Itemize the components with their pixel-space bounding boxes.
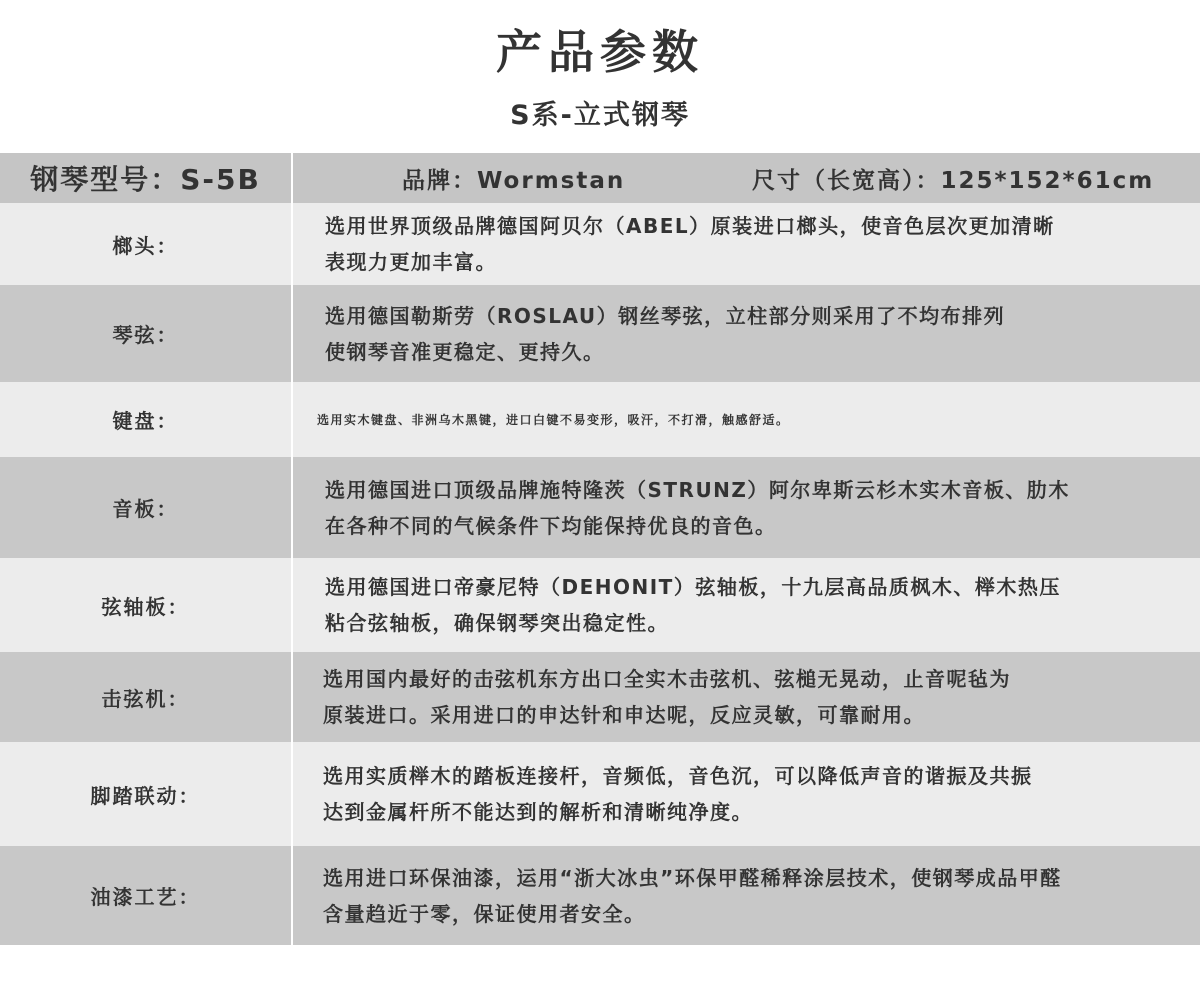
spec-line: 达到金属杆所不能达到的解析和清晰纯净度。: [323, 800, 753, 824]
spec-label: 油漆工艺：: [0, 846, 293, 945]
spec-line: 含量趋近于零，保证使用者安全。: [323, 901, 646, 926]
spec-description: [293, 203, 1200, 285]
spec-label: 琴弦：: [0, 285, 293, 382]
spec-label: 脚踏联动：: [0, 742, 293, 846]
spec-table: [0, 153, 1200, 945]
piano-brand: 品牌：Wormstan: [402, 167, 626, 194]
spec-description: [293, 382, 1200, 457]
spec-description: [293, 457, 1200, 558]
spec-description: [293, 558, 1200, 652]
spec-line: 选用德国勒斯劳（ROSLAU）钢丝琴弦，立柱部分则采用了不均布排列: [325, 303, 1006, 328]
piano-size: 尺寸（长宽高）：125*152*61cm: [752, 167, 1155, 194]
spec-row-keyboard: [0, 382, 1200, 457]
spec-row-hammer: [0, 203, 1200, 285]
spec-description: [293, 285, 1200, 382]
spec-line: 表现力更加丰富。: [325, 250, 497, 274]
spec-line: 选用国内最好的击弦机东方出口全实木击弦机、弦槌无晃动，止音呢毡为: [323, 667, 1011, 691]
spec-row-paint: [0, 846, 1200, 945]
page-subtitle: S系-立式钢琴: [510, 100, 690, 131]
piano-model: 钢琴型号：S-5B: [0, 153, 293, 203]
spec-label: 键盘：: [0, 382, 293, 457]
spec-row-action: [0, 652, 1200, 742]
spec-line: 选用德国进口顶级品牌施特隆茨（STRUNZ）阿尔卑斯云杉木实木音板、肋木: [325, 477, 1070, 502]
spec-label: 击弦机：: [0, 652, 293, 742]
spec-header: [0, 153, 1200, 203]
spec-label: 音板：: [0, 457, 293, 558]
spec-line: 选用世界顶级品牌德国阿贝尔（ABEL）原装进口榔头，使音色层次更加清晰: [325, 214, 1055, 238]
spec-line: 在各种不同的气候条件下均能保持优良的音色。: [325, 513, 777, 538]
spec-row-soundboard: [0, 457, 1200, 558]
spec-line: 选用实质榉木的踏板连接杆，音频低，音色沉，可以降低声音的谐振及共振: [323, 764, 1033, 788]
spec-label: 榔头：: [0, 203, 293, 285]
spec-line: 选用德国进口帝豪尼特（DEHONIT）弦轴板，十九层高品质枫木、榉木热压: [325, 575, 1061, 599]
spec-row-pinblock: [0, 558, 1200, 652]
spec-line: 粘合弦轴板，确保钢琴突出稳定性。: [325, 611, 669, 635]
spec-line: 选用实木键盘、非洲乌木黑键，进口白键不易变形，吸汗，不打滑，触感舒适。: [317, 412, 790, 427]
spec-description: [293, 742, 1200, 846]
spec-line: 选用进口环保油漆，运用“浙大冰虫”环保甲醛稀释涂层技术，使钢琴成品甲醛: [323, 865, 1062, 890]
spec-description: [293, 846, 1200, 945]
spec-row-pedal: [0, 742, 1200, 846]
spec-label: 弦轴板：: [0, 558, 293, 652]
spec-description: [293, 652, 1200, 742]
page-title: 产品参数: [496, 25, 704, 79]
spec-line: 使钢琴音准更稳定、更持久。: [325, 339, 605, 364]
spec-line: 原装进口。采用进口的申达针和申达呢，反应灵敏，可靠耐用。: [323, 703, 925, 727]
spec-row-strings: [0, 285, 1200, 382]
